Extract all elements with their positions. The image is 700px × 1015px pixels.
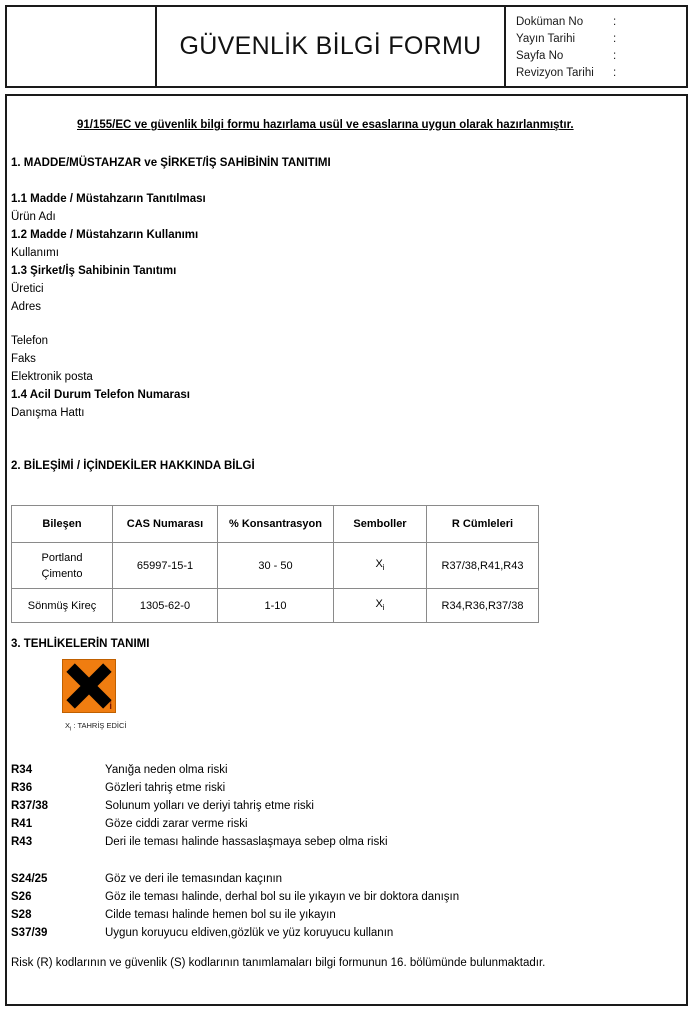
info-row-sayfa-no [516, 48, 686, 65]
r-phrase-text: Deri ile teması halinde hassaslaşmaya sebep olma riski [105, 836, 388, 848]
field-label-telefon: Telefon [11, 335, 49, 347]
subsection-1-1-heading: 1.1 Madde / Müstahzarın Tanıtılması [11, 193, 206, 205]
info-row-dokuman-no [516, 14, 686, 31]
cell-r-cumleleri: R37/38,R41,R43 [427, 543, 539, 589]
hazard-pictogram-group [62, 659, 127, 733]
cell-bilesen: Sönmüş Kireç [12, 589, 113, 623]
info-colon-yayin-tarihi: : [613, 33, 617, 45]
sembol-subscript: i [382, 563, 385, 573]
r-phrase-code: R37/38 [11, 800, 49, 812]
cell-bilesen-line-1: Portland [41, 551, 83, 564]
r-phrase-code: R43 [11, 836, 33, 848]
subsection-1-4-heading: 1.4 Acil Durum Telefon Numarası [11, 389, 190, 401]
r-phrase-text: Gözleri tahriş etme riski [105, 782, 226, 794]
s-phrase-text: Cilde teması halinde hemen bol su ile yıkayın [105, 909, 336, 921]
column-header-r-cumleleri: R Cümleleri [427, 506, 539, 543]
page-title: GÜVENLİK BİLGİ FORMU [179, 32, 482, 60]
caption-subscript: i [70, 726, 72, 733]
field-label-elektronik-posta: Elektronik posta [11, 371, 93, 383]
cell-konsantrasyon: 30 - 50 [218, 543, 334, 589]
column-header-konsantrasyon: % Konsantrasyon [218, 506, 334, 543]
section-1-heading: 1. MADDE/MÜSTAHZAR ve ŞİRKET/İŞ SAHİBİNİN TANITIMI [11, 157, 331, 169]
table-row [12, 543, 539, 589]
sembol-subscript: i [382, 603, 385, 613]
codes-reference-footnote: Risk (R) kodlarının ve güvenlik (S) kodlarının tanımlamaları bilgi formunun 16. bölümünde bulunmaktadır. [11, 957, 546, 969]
s-phrase-text: Göz ile teması halinde, derhal bol su ile yıkayın ve bir doktora danışın [105, 891, 460, 903]
r-phrase-row [11, 818, 671, 830]
s-phrase-text: Uygun koruyucu eldiven,gözlük ve yüz koruyucu kullanın [105, 927, 394, 939]
field-label-faks: Faks [11, 353, 36, 365]
s-phrase-text: Göz ve deri ile temasından kaçının [105, 873, 283, 885]
section-3-heading: 3. TEHLİKELERİN TANIMI [11, 638, 150, 650]
r-phrase-text: Yanığa neden olma riski [105, 764, 228, 776]
cell-konsantrasyon: 1-10 [218, 589, 334, 623]
s-phrase-row [11, 891, 671, 903]
info-label-revizyon-tarihi: Revizyon Tarihi [516, 67, 594, 79]
caption-rest: : TAHRİŞ EDİCİ [71, 721, 127, 730]
pictogram-subscript: i [109, 701, 112, 712]
r-phrase-code: R34 [11, 764, 33, 776]
table-row [12, 589, 539, 623]
irritant-x-icon [62, 659, 116, 713]
r-phrase-row [11, 836, 671, 848]
table-header-row [12, 506, 539, 543]
sembol-base: X [375, 598, 383, 611]
composition-table [11, 505, 539, 623]
field-label-danisma-hatti: Danışma Hattı [11, 407, 85, 419]
info-row-yayin-tarihi [516, 31, 686, 48]
s-phrase-code: S24/25 [11, 873, 48, 885]
cell-bilesen-line-2: Çimento [41, 567, 83, 580]
header-document-info [506, 7, 686, 86]
sembol-base: X [375, 558, 383, 571]
field-label-kullanimi: Kullanımı [11, 247, 59, 259]
info-label-yayin-tarihi: Yayın Tarihi [516, 33, 576, 45]
field-label-urun-adi: Ürün Adı [11, 211, 56, 223]
document-body [5, 94, 688, 1006]
r-phrase-row [11, 764, 671, 776]
r-phrase-code: R36 [11, 782, 33, 794]
header-logo-cell [7, 7, 157, 86]
s-phrase-code: S37/39 [11, 927, 48, 939]
cell-sembol [334, 589, 427, 623]
s-phrase-row [11, 873, 671, 885]
cell-cas: 65997-15-1 [113, 543, 218, 589]
info-label-sayfa-no: Sayfa No [516, 50, 564, 62]
pictogram-caption [65, 721, 127, 733]
s-phrase-code: S28 [11, 909, 32, 921]
subsection-1-2-heading: 1.2 Madde / Müstahzarın Kullanımı [11, 229, 199, 241]
document-header-table [5, 5, 688, 88]
column-header-bilesen: Bileşen [12, 506, 113, 543]
info-row-revizyon-tarihi [516, 65, 686, 82]
column-header-cas-numarasi: CAS Numarası [113, 506, 218, 543]
cell-cas: 1305-62-0 [113, 589, 218, 623]
caption-base: X [65, 721, 71, 730]
info-colon-dokuman-no: : [613, 16, 617, 28]
info-colon-sayfa-no: : [613, 50, 617, 62]
section-2-heading: 2. BİLEŞİMİ / İÇİNDEKİLER HAKKINDA BİLGİ [11, 460, 255, 472]
s-phrase-row [11, 909, 671, 921]
header-title-cell [157, 7, 506, 86]
r-phrase-row [11, 800, 671, 812]
compliance-statement: 91/155/EC ve güvenlik bilgi formu hazırlama usül ve esaslarına uygun olarak hazırlanmıştır. [77, 119, 574, 131]
s-phrase-code: S26 [11, 891, 32, 903]
cell-sembol [334, 543, 427, 589]
info-label-dokuman-no: Doküman No [516, 16, 584, 28]
column-header-semboller: Semboller [334, 506, 427, 543]
r-phrase-text: Solunum yolları ve deriyi tahriş etme riski [105, 800, 314, 812]
cell-bilesen [12, 543, 113, 589]
r-phrase-code: R41 [11, 818, 33, 830]
cell-r-cumleleri: R34,R36,R37/38 [427, 589, 539, 623]
field-label-uretici: Üretici [11, 283, 44, 295]
info-colon-revizyon-tarihi: : [613, 67, 617, 79]
r-phrase-row [11, 782, 671, 794]
field-label-adres: Adres [11, 301, 42, 313]
subsection-1-3-heading: 1.3 Şirket/İş Sahibinin Tanıtımı [11, 265, 177, 277]
s-phrase-row [11, 927, 671, 939]
r-phrase-text: Göze ciddi zarar verme riski [105, 818, 248, 830]
